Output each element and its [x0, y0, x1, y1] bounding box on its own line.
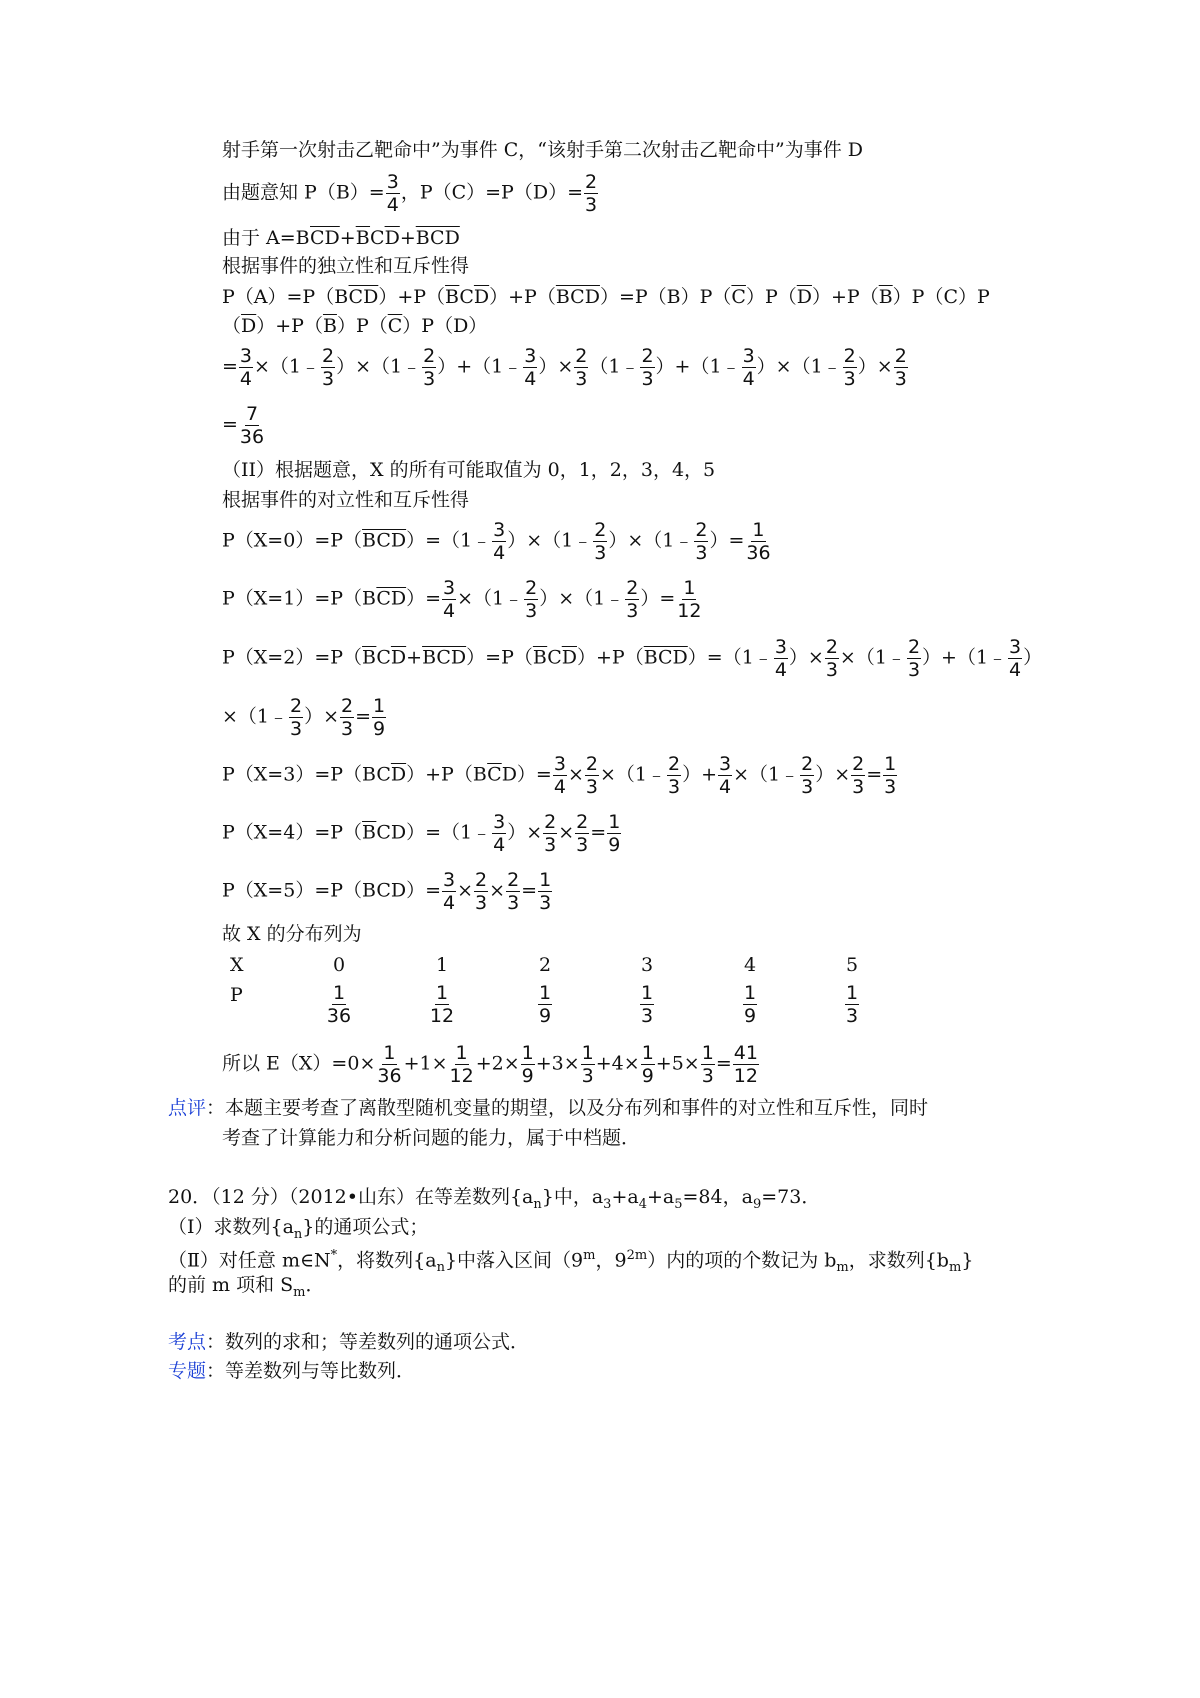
solution-line-5: $P(A)=P(B\overline{CD})+P(\overline{B}C\overline{D})+P(\overline{BCD})=P(B)P(\overline{C})P(\overline{D})+P(\overline{B})P(C)P$: [222, 286, 990, 308]
px5-line: P（X=5）=P（BCD）= $\frac{3}{4}$ × $\frac{2}{3}$ × $\frac{2}{3}$ = $\frac{1}{3}$: [222, 869, 552, 914]
zhuanti-label: 专题: [168, 1360, 207, 1382]
q20-part2: （Ⅱ）对任意 m∈N*，将数列$\{a_n\}$中落入区间（9$^m$，$9^{2m}$）内的项的个数记为 $b_m$，求数列$\{b_m\}$: [168, 1248, 974, 1276]
table-p-value: $\frac{1}{9}$: [743, 982, 757, 1027]
solution-line-10: 根据事件的对立性和互斥性得: [222, 489, 470, 511]
solution-line-7: = $\frac{3}{4}$ ×（1﹣ $\frac{2}{3}$ ）×（1﹣ $\frac{2}{3}$ ）+（1﹣ $\frac{3}{4}$ ）× $\frac{2}{3}$ （1﹣ $\frac{2}{3}$ ）+（1﹣ $\frac{3}{4}$ ）×（1﹣ $\frac{2}{3}$ ）× $\frac{2}{3}$: [222, 345, 907, 390]
px2-line-cont: ×（1﹣ $\frac{2}{3}$ ）× $\frac{2}{3}$ = $\frac{1}{9}$: [222, 695, 386, 740]
px4-line: $P(X=4)=P(\overline{B}CD)=(1﹣$ $\frac{3}{4}$ ）× $\frac{2}{3}$ × $\frac{2}{3}$ = $\frac{1}{9}$: [222, 811, 621, 856]
px0-line: $P(X=0)=P(\overline{BCD})=(1﹣$ $\frac{3}{4}$ ）×（1﹣ $\frac{2}{3}$ ）×（1﹣ $\frac{2}{3}$ ）= $\frac{1}{36}$: [222, 519, 771, 564]
table-x-value: 5: [845, 954, 859, 976]
fraction: $\frac{3}{4}$: [386, 171, 399, 216]
table-x-value: 4: [743, 954, 757, 976]
table-p-value: $\frac{1}{3}$: [845, 982, 859, 1027]
comment-line-2: 考查了计算能力和分析问题的能力，属于中档题．: [222, 1127, 641, 1149]
expectation-line: 所以 E（X）=0× $\frac{1}{36}$ +1× $\frac{1}{12}$ +2× $\frac{1}{9}$ +3× $\frac{1}{3}$ +4× $\frac{1}{9}$ +5× $\frac{1}{3}$ = $\frac{41}{12}$: [222, 1042, 758, 1087]
table-x-value: 0: [332, 954, 346, 976]
table-x-label: X: [230, 954, 244, 976]
zhuanti-line: 专题：等差数列与等比数列．: [168, 1360, 416, 1382]
px2-line: $P(X=2)=P(\overline{B}C\overline{D}+\overline{BCD})=P(\overline{B}C\overline{D})+P(\overline{BCD})=(1﹣$ $\frac{3}{4}$ ）× $\frac{2}{3}$ ×（1﹣ $\frac{2}{3}$ ）+（1﹣ $\frac{3}{4}$ ）: [222, 636, 1043, 681]
table-p-value: $\frac{1}{12}$: [429, 982, 455, 1027]
table-x-value: 3: [640, 954, 654, 976]
solution-line-2: 由题意知 P（B）= $\frac{3}{4}$ ，P（C）=P（D）= $\frac{2}{3}$: [222, 171, 598, 216]
table-p-value: $\frac{1}{3}$: [640, 982, 654, 1027]
fraction: $\frac{2}{3}$: [585, 171, 598, 216]
table-x-value: 2: [538, 954, 552, 976]
comment-label: 点评: [168, 1097, 207, 1119]
dist-title: 故 X 的分布列为: [222, 923, 362, 945]
solution-line-6: $(\overline{D})+P(\overline{B})P(\overline{C})P(D)$: [222, 315, 488, 337]
solution-line-8: = $\frac{7}{36}$: [222, 403, 265, 448]
table-p-value: $\frac{1}{9}$: [538, 982, 552, 1027]
solution-line-9: （II）根据题意，X 的所有可能取值为 0，1，2，3，4，5: [222, 459, 716, 481]
solution-line-3: 由于 $A=B\overline{CD}+\overline{B}C\overline{D}+\overline{BCD}$: [222, 227, 460, 249]
q20-part1: （Ⅰ）求数列$\{a_n\}$的通项公式；: [168, 1216, 429, 1242]
kaodian-line: 考点：数列的求和；等差数列的通项公式．: [168, 1331, 530, 1353]
solution-line-1: 射手第一次射击乙靶命中”为事件 C，“该射手第二次射击乙靶命中”为事件 D: [222, 139, 863, 161]
kaodian-label: 考点: [168, 1331, 207, 1353]
comment-line-1: 点评：本题主要考查了离散型随机变量的期望，以及分布列和事件的对立性和互斥性，同时: [168, 1097, 929, 1119]
q20-part3: 的前 m 项和 $S_m$．: [168, 1274, 325, 1300]
table-p-label: P: [230, 984, 243, 1006]
q20-title: 20．（12 分）（2012•山东）在等差数列$\{a_n\}$中，$a_3+a_4+a_5=84$，$a_9=73$．: [168, 1186, 821, 1212]
table-x-value: 1: [435, 954, 449, 976]
px3-line: $P(X=3)=P(BC\overline{D})+P(B\overline{C}D)=$ $\frac{3}{4}$ × $\frac{2}{3}$ ×（1﹣ $\frac{2}{3}$ ）+ $\frac{3}{4}$ ×（1﹣ $\frac{2}{3}$ ）× $\frac{2}{3}$ = $\frac{1}{3}$: [222, 753, 897, 798]
solution-line-4: 根据事件的独立性和互斥性得: [222, 255, 470, 277]
table-p-value: $\frac{1}{36}$: [326, 982, 352, 1027]
px1-line: $P(X=1)=P(B\overline{CD})=$ $\frac{3}{4}$ ×（1﹣ $\frac{2}{3}$ ）×（1﹣ $\frac{2}{3}$ ）= $\frac{1}{12}$: [222, 577, 702, 622]
